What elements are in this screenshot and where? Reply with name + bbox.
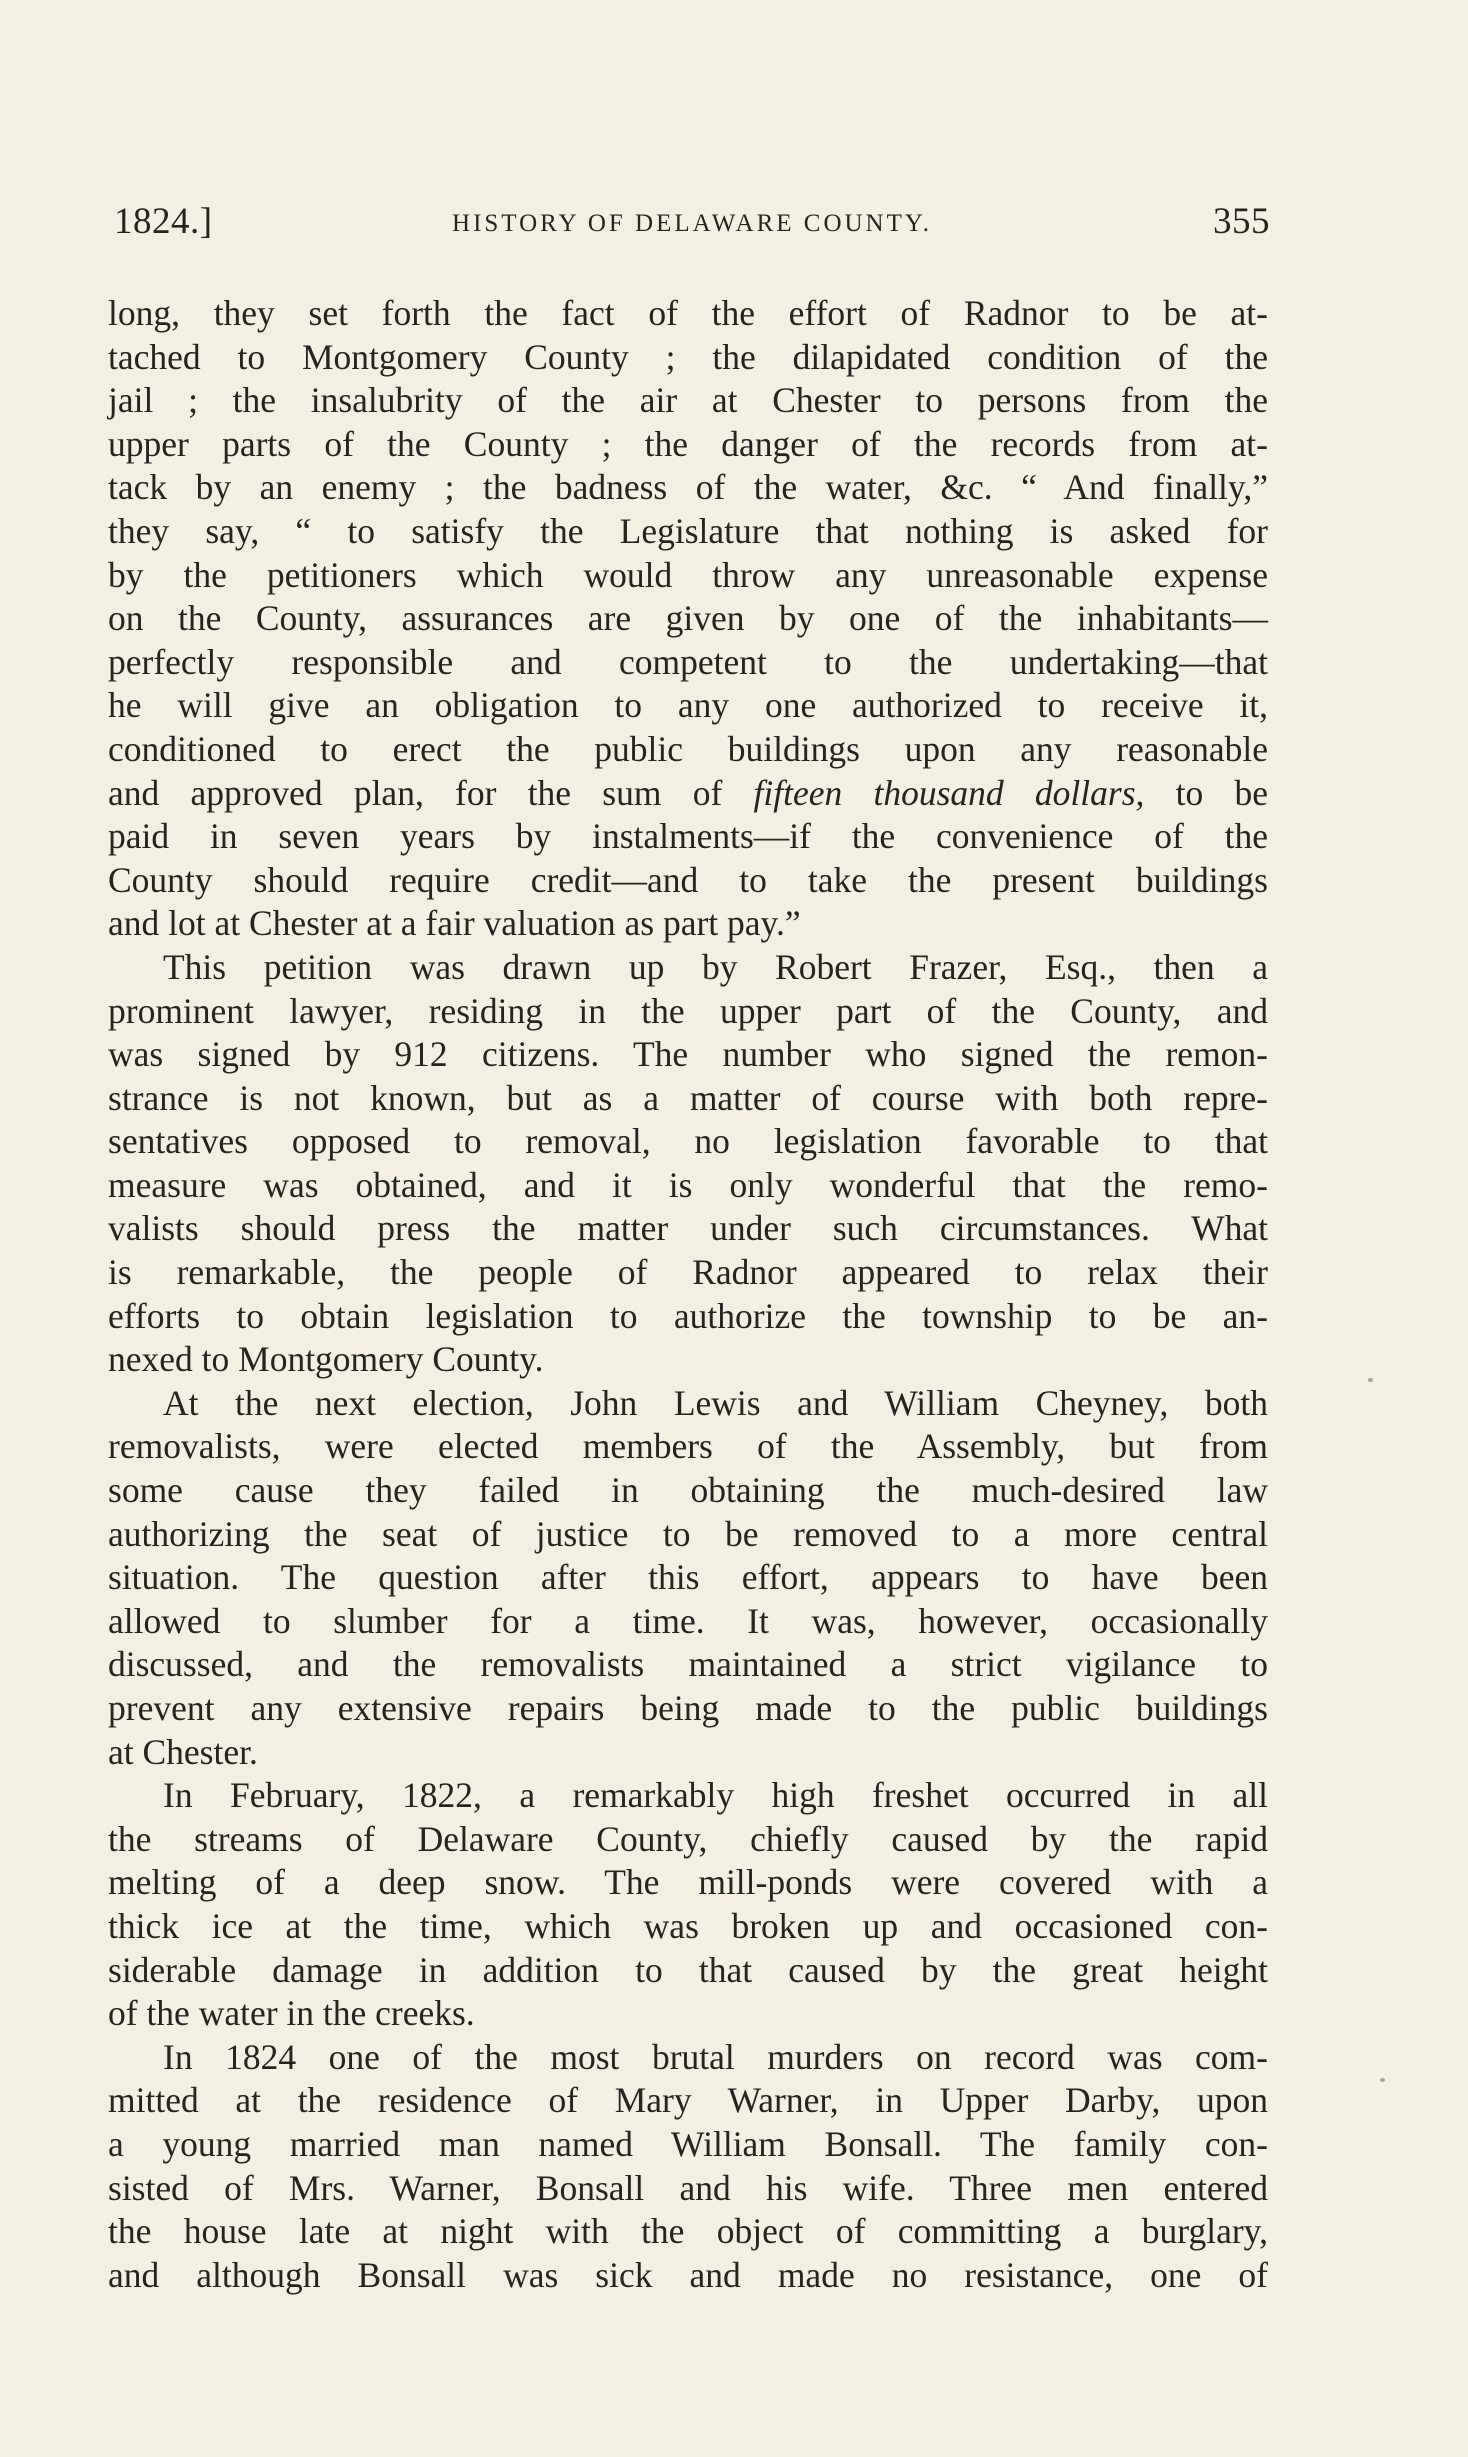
text-line: on the County, assurances are given by one of the inhabitants— xyxy=(108,598,1268,639)
text-line: tack by an enemy ; the badness of the water, &c. “ And finally,” xyxy=(108,467,1268,508)
text-line: nexed to Montgomery County. xyxy=(108,1339,544,1380)
text-line: upper parts of the County ; the danger of the records from at- xyxy=(108,423,1268,464)
text-line: strance is not known, but as a matter of course with both repre- xyxy=(108,1077,1268,1118)
text-line: thick ice at the time, which was broken up and occasioned con- xyxy=(108,1905,1268,1946)
text-line: of the water in the creeks. xyxy=(108,1993,475,2034)
text-line: tached to Montgomery County ; the dilapidated condition of the xyxy=(108,336,1268,377)
text-line: and lot at Chester at a fair valuation as part pay.” xyxy=(108,903,801,944)
text-line: melting of a deep snow. The mill-ponds were covered with a xyxy=(108,1862,1268,1903)
italic-amount: fifteen thousand dollars, xyxy=(753,772,1145,813)
text-line: the streams of Delaware County, chiefly caused by the rapid xyxy=(108,1818,1268,1859)
header-title: HISTORY OF DELAWARE COUNTY. xyxy=(452,210,932,237)
text-line: situation. The question after this effort, appears to have been xyxy=(108,1557,1268,1598)
text-line: they say, “ to satisfy the Legislature that nothing is asked for xyxy=(108,510,1268,551)
body-text xyxy=(108,292,1268,2297)
text-line: conditioned to erect the public buildings upon any reasonable xyxy=(108,728,1268,769)
paper-speck xyxy=(1368,1378,1373,1382)
text-line: efforts to obtain legislation to authorize the township to be an- xyxy=(108,1295,1268,1336)
text-line: long, they set forth the fact of the effort of Radnor to be at- xyxy=(108,293,1268,333)
header-year: 1824.] xyxy=(114,201,213,242)
text-line: County should require credit—and to take the present buildings xyxy=(108,859,1268,900)
text-line: the house late at night with the object of committing a burglary, xyxy=(108,2211,1268,2252)
text-line: sentatives opposed to removal, no legislation favorable to that xyxy=(108,1121,1268,1162)
paper-speck xyxy=(1380,2078,1385,2082)
text-line: measure was obtained, and it is only wonderful that the remo- xyxy=(108,1164,1268,1205)
paragraph-first-line: At the next election, John Lewis and William Cheyney, both xyxy=(163,1382,1268,1423)
text-line: valists should press the matter under such circumstances. What xyxy=(108,1208,1268,1249)
page-number: 355 xyxy=(1213,201,1270,242)
text-line: siderable damage in addition to that caused by the great height xyxy=(108,1949,1268,1990)
text-line: discussed, and the removalists maintained a strict vigilance to xyxy=(108,1644,1268,1685)
text-line: he will give an obligation to any one authorized to receive it, xyxy=(108,685,1268,726)
text-line: by the petitioners which would throw any unreasonable expense xyxy=(108,554,1268,595)
paragraph-first-line: In February, 1822, a remarkably high freshet occurred in all xyxy=(163,1775,1268,1816)
text-line: perfectly responsible and competent to the undertaking—that xyxy=(108,641,1268,682)
text-line: removalists, were elected members of the Assembly, but from xyxy=(108,1426,1268,1467)
text-line: paid in seven years by instalments—if the convenience of the xyxy=(108,816,1268,857)
text-line: a young married man named William Bonsall. The family con- xyxy=(108,2123,1268,2164)
text-line: authorizing the seat of justice to be removed to a more central xyxy=(108,1513,1268,1554)
text-line-mixed xyxy=(108,772,1268,816)
text-line: was signed by 912 citizens. The number who signed the remon- xyxy=(108,1034,1268,1075)
text-line: prominent lawyer, residing in the upper part of the County, and xyxy=(108,990,1268,1031)
text-line: mitted at the residence of Mary Warner, in Upper Darby, upon xyxy=(108,2080,1268,2121)
paragraph-first-line: This petition was drawn up by Robert Frazer, Esq., then a xyxy=(163,946,1268,987)
text-line: jail ; the insalubrity of the air at Chester to persons from the xyxy=(108,380,1268,421)
text-line: is remarkable, the people of Radnor appeared to relax their xyxy=(108,1252,1268,1293)
text-line: prevent any extensive repairs being made to the public buildings xyxy=(108,1688,1268,1728)
text-run: to be xyxy=(1175,772,1269,813)
text-line: sisted of Mrs. Warner, Bonsall and his wife. Three men entered xyxy=(108,2167,1268,2208)
text-line: at Chester. xyxy=(108,1731,258,1772)
paragraph-first-line: In 1824 one of the most brutal murders on record was com- xyxy=(163,2036,1268,2077)
text-line: some cause they failed in obtaining the much-desired law xyxy=(108,1470,1268,1511)
running-head xyxy=(114,200,1270,260)
text-run: and approved plan, for the sum of xyxy=(108,772,723,813)
text-line: and although Bonsall was sick and made no resistance, one of xyxy=(108,2254,1268,2295)
text-line: allowed to slumber for a time. It was, however, occasionally xyxy=(108,1600,1268,1641)
